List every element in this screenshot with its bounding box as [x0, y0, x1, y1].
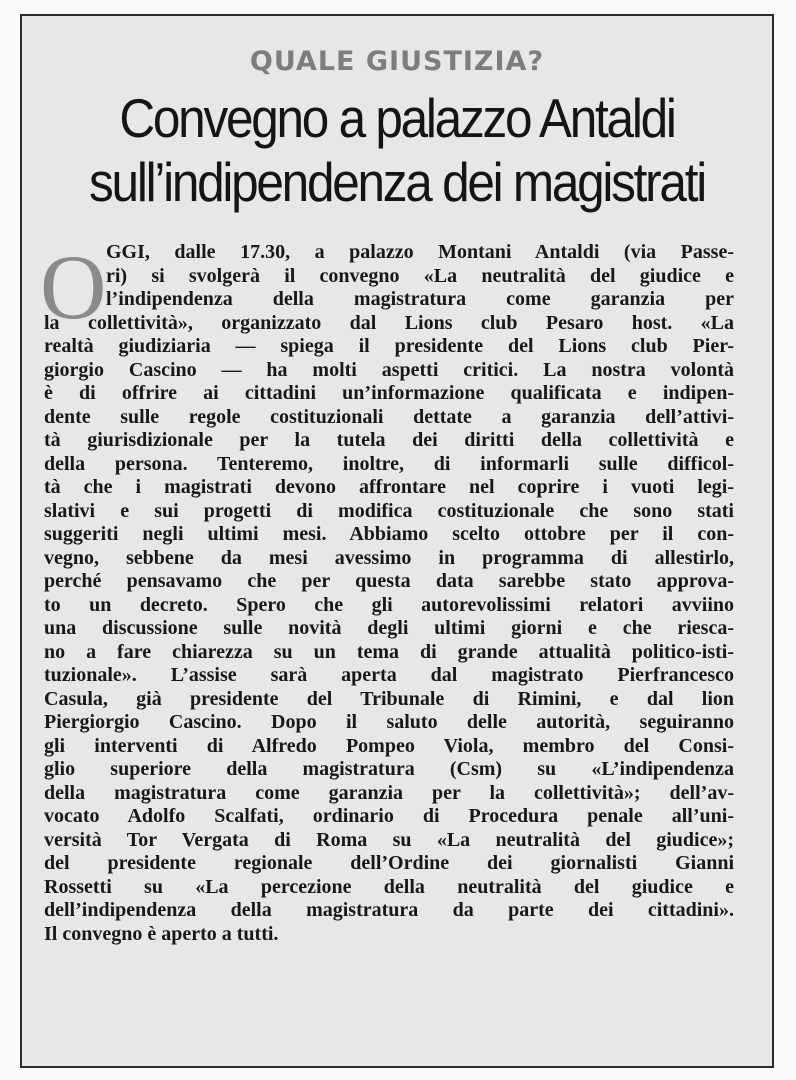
- body-line: perché pensavamo che per questa data sarebbe stato approva-: [44, 570, 734, 592]
- drop-cap: O: [40, 236, 107, 338]
- body-line: gli interventi di Alfredo Pompeo Viola, membro del Consi-: [44, 734, 734, 757]
- body-line: Il convegno è aperto a tutti.: [44, 922, 279, 945]
- body-line: vegno, sebbene da mesi avessimo in programma di allestirlo,: [44, 546, 734, 569]
- headline-line-2: sull’indipendenza dei magistrati: [89, 151, 705, 213]
- body-line: della persona. Tenteremo, inoltre, di informarli sulle difficol-: [44, 452, 734, 475]
- body-line: vocato Adolfo Scalfati, ordinario di Procedura penale all’uni-: [44, 805, 734, 827]
- body-line: giorgio Cascino — ha molti aspetti critici. La nostra volontà: [44, 358, 734, 381]
- body-line: realtà giudiziaria — spiega il presidente del Lions club Pier-: [44, 335, 734, 357]
- body-line: l’indipendenza della magistratura come garanzia per: [106, 288, 734, 310]
- body-line: Rossetti su «La percezione della neutralità del giudice e: [44, 875, 734, 898]
- body-line: è di offrire ai cittadini un’informazione qualificata e indipen-: [44, 382, 734, 404]
- body-line: del presidente regionale dell’Ordine dei giornalisti Gianni: [44, 852, 734, 874]
- body-line: versità Tor Vergata di Roma su «La neutralità del giudice»;: [44, 828, 734, 851]
- body-line: suggeriti negli ultimi mesi. Abbiamo scelto ottobre per il con-: [44, 523, 734, 545]
- body-line: GGI, dalle 17.30, a palazzo Montani Antaldi (via Passe-: [106, 241, 734, 263]
- body-line: no a fare chiarezza su un tema di grande attualità politico-isti-: [44, 640, 734, 663]
- headline-line-1: Convegno a palazzo Antaldi: [119, 87, 675, 149]
- article-kicker: QUALE GIUSTIZIA?: [249, 46, 545, 77]
- body-line: la collettività», organizzato dal Lions club Pesaro host. «La: [44, 311, 734, 334]
- body-line: dell’indipendenza della magistratura da parte dei cittadini».: [44, 899, 734, 921]
- newspaper-clipping: [20, 14, 774, 1068]
- body-line: slativi e sui progetti di modifica costituzionale che sono stati: [44, 499, 734, 522]
- body-line: tuzionale». L’assise sarà aperta dal magistrato Pierfrancesco: [44, 664, 734, 686]
- body-line: della magistratura come garanzia per la collettività»; dell’av-: [44, 781, 734, 804]
- body-line: tà che i magistrati devono affrontare nel coprire i vuoti legi-: [44, 476, 734, 498]
- body-line: tà giurisdizionale per la tutela dei diritti della collettività e: [44, 429, 734, 451]
- article-body: [44, 241, 734, 946]
- body-line: una discussione sulle novità degli ultimi giorni e che riesca-: [44, 617, 734, 639]
- body-line: to un decreto. Spero che gli autorevolissimi relatori avviino: [44, 593, 734, 616]
- body-line: glio superiore della magistratura (Csm) su «L’indipendenza: [44, 758, 734, 780]
- body-line: dente sulle regole costituzionali dettate a garanzia dell’attivi-: [44, 405, 734, 428]
- body-line: Piergiorgio Cascino. Dopo il saluto delle autorità, seguiranno: [44, 711, 734, 733]
- body-line: ri) si svolgerà il convegno «La neutralità del giudice e: [106, 264, 734, 287]
- body-line: Casula, già presidente del Tribunale di Rimini, e dal lion: [44, 687, 734, 710]
- article-headline: [60, 86, 735, 214]
